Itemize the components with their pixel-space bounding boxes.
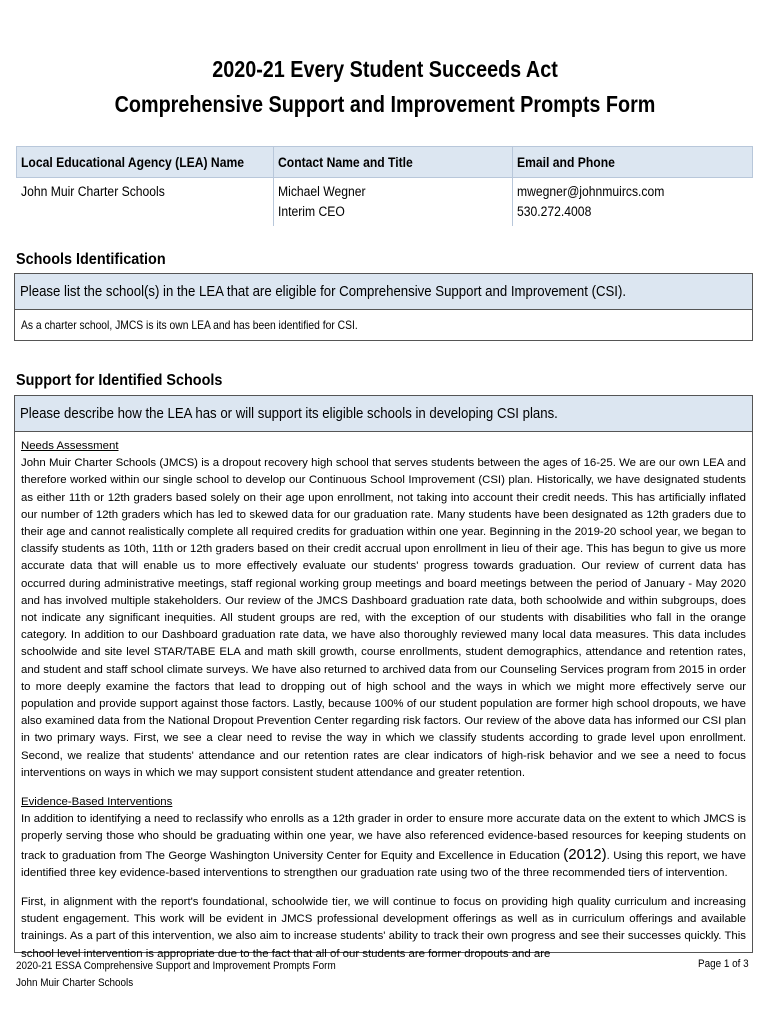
support-prompt: Please describe how the LEA has or will support its eligible schools in developing CSI plans. [15,396,752,432]
ebi-text-b: . Using this report, we have identified three key evidence-based interventions to strengthen our graduation rate using two of the three recommended tiers of intervention. [21,849,746,879]
contact-name: Michael Wegner [277,184,366,199]
footer-form-name: 2020-21 ESSA Comprehensive Support and Improvement Prompts Form [16,960,336,972]
needs-assessment-label: Needs Assessment [21,440,119,452]
support-box [14,395,753,960]
form-title-line2: Comprehensive Support and Improvement Prompts Form [114,91,656,117]
header-contact: Contact Name and Title [273,147,512,178]
footer-org: John Muir Charter Schools [16,977,134,989]
contact-cell [273,178,512,227]
first-intervention-text: First, in alignment with the report's foundational, schoolwide tier, we will continue to focus on providing high quality curriculum and increasing student engagement. This work will be evident in JMCS professional development offerings as well as in curriculum offerings and available trainings. As a part of this intervention, we also aim to increase students' ability to track their own progress and see their successes quickly. This school level intervention is appropriate due to the fact that all of our students are former dropouts and are [21,896,746,960]
page-number: Page 1 of 3 [697,958,749,970]
ebi-label: Evidence-Based Interventions [21,796,173,809]
form-title-line1: 2020-21 Every Student Succeeds Act [212,56,558,82]
schools-identification-prompt: Please list the school(s) in the LEA that are eligible for Comprehensive Support and Improvement (CSI). [15,274,752,310]
schools-identification-box [14,273,753,341]
schools-identification-heading: Schools Identification [16,251,166,268]
support-heading: Support for Identified Schools [16,372,223,389]
header-email-phone: Email and Phone [512,147,752,178]
schools-identification-answer: As a charter school, JMCS is its own LEA and has been identified for CSI. [21,318,358,332]
footer-left [16,958,371,992]
email: mwegner@johnmuircs.com [516,184,665,199]
phone: 530.272.4008 [516,204,592,219]
needs-assessment-text: John Muir Charter Schools (JMCS) is a dropout recovery high school that serves students between the ages of 16-25. We are our own LEA and therefore worked within our single school to develop our Continuous School Improvement (CSI) plan. Historically, we have designated students as either 11th or 12th graders based solely on their age upon enrollment, not taking into account their credit needs. This has artificially inflated our number of 12th graders which has led to skewed data for our graduation rate. Many students have been designated as 12th graders due to their age and cannot realistically complete all required credits for graduation within one year. Beginning in the 2019-20 school year, we began to classify students as 10th, 11th or 12th graders based on their credit accrual upon enrollment in lieu of their age. This has begun to give us more accurate data that will enable us to more effectively evaluate our students' progress towards graduation. Our review of current data has occurred during administrative meetings, staff regional working group meetings and board meetings between the period of January - May 2020 and has involved multiple stakeholders. Our review of the JMCS Dashboard graduation rate data, both schoolwide and within subgroups, does not indicate any significant inequities. All student groups are red, with the exception of our students with disabilities who fall in the orange category. In addition to our Dashboard graduation rate data, we have also thoroughly reviewed many local data measures. This data includes schoolwide and site level STAR/TABE ELA and math skill growth, course enrollments, student demographics, attendance and retention rates, and student and staff school climate surveys. We have also returned to archived data from our Counseling Services program from 2015 in order to more deeply examine the factors that lead to dropping out of high school and the ways in which we might more effectively serve our population and provide support against those factors. Lastly, because 100% of our student population are former high school dropouts, we have also examined data from the National Dropout Prevention Center regarding risk factors. Our review of the above data has informed our CSI plan in two primary ways. First, we see a clear need to revise the way in which we classify students according to grade level upon enrollment. Second, we realize that students' attendance and our retention rates are clear indicators of high-risk behavior and we see a need to focus interventions on ways in which we may support consistent student attendance and greater retention. [21,457,746,779]
contact-table [16,146,753,226]
support-answer [15,432,752,960]
email-phone-cell [512,178,752,227]
ebi-text-a: In addition to identifying a need to reclassify who enrolls as a 12th grader in order to ensure more accurate data on the extent to which JMCS is properly serving those who should be graduating within one year, we have also referenced evidence-based resources for keeping students on track to graduation from The George Washington University Center for Equity and Excellence in Education [21,813,746,862]
ebi-year: (2012) [563,845,607,863]
contact-title: Interim CEO [277,204,345,219]
header-lea-name: Local Educational Agency (LEA) Name [17,147,274,178]
lea-name-cell: John Muir Charter Schools [17,178,274,227]
